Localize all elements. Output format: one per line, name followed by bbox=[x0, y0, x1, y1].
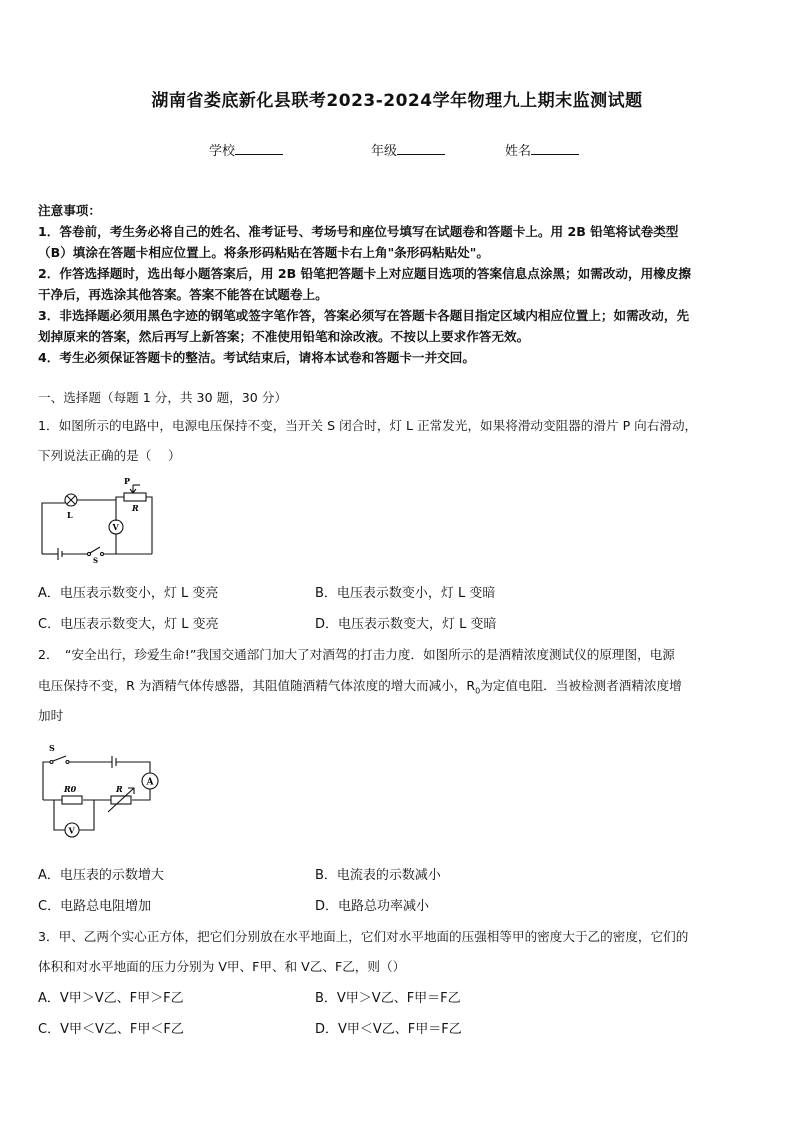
q2-label-r: R bbox=[116, 784, 123, 794]
q2-stem-part: 电压保持不变，R 为酒精气体传感器，其阻值随酒精气体浓度的增大而减小，R bbox=[38, 678, 476, 693]
page-title: 湖南省娄底新化县联考2023-2024学年物理九上期末监测试题 bbox=[151, 91, 643, 111]
q1-option-b[interactable]: B．电压表示数变小，灯 L 变暗 bbox=[315, 586, 496, 601]
q1-option-a[interactable]: A．电压表示数变小，灯 L 变亮 bbox=[38, 586, 219, 601]
q2-label-v: V bbox=[68, 825, 75, 836]
q3-option-a[interactable]: A．V甲＞V乙、F甲＞F乙 bbox=[38, 991, 184, 1006]
q1-stem: 1．如图所示的电路中，电源电压保持不变，当开关 S 闭合时，灯 L 正常发光，如果将滑动变阻器的滑片 P 向右滑动， bbox=[38, 418, 698, 433]
school-field bbox=[209, 140, 283, 159]
section-heading: 一、选择题（每题 1 分，共 30 题，30 分） bbox=[38, 390, 287, 405]
notice-line: （B）填涂在答题卡相应位置上。将条形码粘贴在答题卡右上角"条形码粘贴处"。 bbox=[38, 245, 489, 260]
q3-option-c[interactable]: C．V甲＜V乙、F甲＜F乙 bbox=[38, 1022, 184, 1037]
q2-stem bbox=[38, 675, 758, 702]
q1-label-r: R bbox=[132, 503, 139, 513]
q2-stem-part: 为定值电阻．当被检测者酒精浓度增 bbox=[480, 678, 682, 693]
q2-stem: 2． “安全出行，珍爱生命!”我国交通部门加大了对酒驾的打击力度．如图所示的是酒精浓度测试仪的原理图，电源 bbox=[38, 647, 675, 662]
notice-line: 3．非选择题必须用黑色字迹的钢笔或签字笔作答，答案必须写在答题卡各题目指定区域内相应位置上；如需改动，先 bbox=[38, 308, 690, 323]
q1-option-d[interactable]: D．电压表示数变大，灯 L 变暗 bbox=[315, 617, 497, 632]
q1-stem: 下列说法正确的是（ ） bbox=[38, 448, 181, 463]
notice-heading: 注意事项： bbox=[38, 203, 101, 218]
grade-field bbox=[371, 140, 445, 159]
grade-blank[interactable] bbox=[397, 142, 445, 155]
q1-label-p: P bbox=[124, 476, 131, 486]
q1-circuit-diagram bbox=[36, 475, 160, 563]
q2-stem-sub: 0 bbox=[475, 686, 481, 696]
q2-label-s: S bbox=[49, 743, 55, 753]
name-field bbox=[505, 140, 579, 159]
q1-label-v: V bbox=[112, 522, 119, 532]
school-blank[interactable] bbox=[235, 142, 283, 155]
name-blank[interactable] bbox=[531, 142, 579, 155]
school-label: 学校 bbox=[209, 144, 236, 159]
notice-line: 4．考生必须保证答题卡的整洁。考试结束后，请将本试卷和答题卡一并交回。 bbox=[38, 350, 475, 365]
q1-label-l: L bbox=[67, 510, 73, 520]
q2-circuit-diagram bbox=[36, 740, 168, 844]
q3-option-d[interactable]: D．V甲＜V乙、F甲＝F乙 bbox=[315, 1022, 462, 1037]
q1-option-c[interactable]: C．电压表示数变大，灯 L 变亮 bbox=[38, 617, 219, 632]
q3-stem: 体积和对水平地面的压力分别为 V甲、F甲、和 V乙、F乙，则（） bbox=[38, 959, 406, 974]
q2-stem: 加时 bbox=[38, 708, 64, 723]
q3-stem: 3．甲、乙两个实心正方体，把它们分别放在水平地面上，它们对水平地面的压强相等甲的密度大于乙的密度，它们的 bbox=[38, 929, 689, 944]
q2-label-r0: R0 bbox=[64, 784, 77, 794]
q2-label-a: A bbox=[146, 777, 154, 788]
notice-line: 划掉原来的答案，然后再写上新答案；不准使用铅笔和涂改液。不按以上要求作答无效。 bbox=[38, 329, 530, 344]
notice-line: 1．答卷前，考生务必将自己的姓名、准考证号、考场号和座位号填写在试题卷和答题卡上。用 2B 铅笔将试卷类型 bbox=[38, 224, 679, 239]
grade-label: 年级 bbox=[371, 144, 398, 159]
q2-option-a[interactable]: A．电压表的示数增大 bbox=[38, 868, 164, 883]
q2-option-b[interactable]: B．电流表的示数减小 bbox=[315, 868, 441, 883]
q1-label-s: S bbox=[93, 556, 99, 563]
q2-option-d[interactable]: D．电路总功率减小 bbox=[315, 899, 430, 914]
q2-option-c[interactable]: C．电路总电阻增加 bbox=[38, 899, 152, 914]
q3-option-b[interactable]: B．V甲＞V乙、F甲＝F乙 bbox=[315, 991, 461, 1006]
notice-line: 干净后，再选涂其他答案。答案不能答在试题卷上。 bbox=[38, 287, 328, 302]
notice-line: 2．作答选择题时，选出每小题答案后，用 2B 铅笔把答题卡上对应题目选项的答案信息点涂黑；如需改动，用橡皮擦 bbox=[38, 266, 691, 281]
name-label: 姓名 bbox=[505, 144, 532, 159]
